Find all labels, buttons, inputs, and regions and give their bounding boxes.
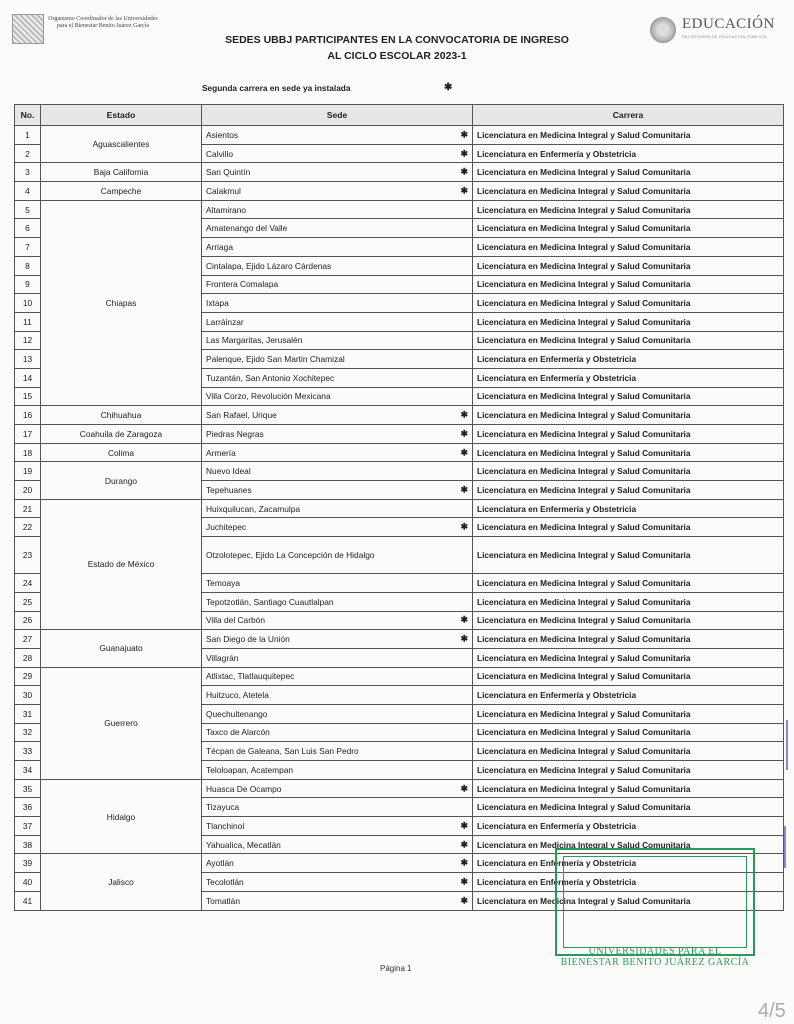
row-number: 2 <box>15 144 41 163</box>
sede-name: Teloloapan, Acatempan <box>206 764 294 775</box>
carrera-cell: Licenciatura en Medicina Integral y Salud Comunitaria <box>473 200 784 219</box>
sede-cell <box>202 368 473 387</box>
sede-name: Tepehuanes <box>206 484 252 495</box>
estado-cell: Chihuahua <box>41 406 202 425</box>
sede-cell <box>202 611 473 630</box>
carrera-cell: Licenciatura en Medicina Integral y Salud Comunitaria <box>473 387 784 406</box>
sede-cell <box>202 219 473 238</box>
row-number: 35 <box>15 779 41 798</box>
second-career-marker: ✱ <box>460 148 468 159</box>
carrera-cell: Licenciatura en Medicina Integral y Salud Comunitaria <box>473 425 784 444</box>
table-row <box>15 425 784 444</box>
row-number: 4 <box>15 182 41 201</box>
sede-cell <box>202 238 473 257</box>
sede-name: Ayotlán <box>206 858 234 869</box>
table-row <box>15 630 784 649</box>
carrera-cell: Licenciatura en Medicina Integral y Salud Comunitaria <box>473 835 784 854</box>
page-title-line1: SEDES UBBJ PARTICIPANTES EN LA CONVOCATORIA DE INGRESO <box>225 34 569 46</box>
carrera-cell: Licenciatura en Enfermería y Obstetricia <box>473 686 784 705</box>
row-number: 22 <box>15 518 41 537</box>
carrera-cell: Licenciatura en Medicina Integral y Salud Comunitaria <box>473 462 784 481</box>
sedes-table <box>14 104 784 911</box>
carrera-cell: Licenciatura en Enfermería y Obstetricia <box>473 144 784 163</box>
sede-name: Atlixtac, Tlatlauquitepec <box>206 671 295 682</box>
carrera-cell: Licenciatura en Medicina Integral y Salud Comunitaria <box>473 443 784 462</box>
page-number: Página 1 <box>380 964 412 973</box>
table-row <box>15 182 784 201</box>
row-number: 10 <box>15 294 41 313</box>
carrera-cell: Licenciatura en Medicina Integral y Salud Comunitaria <box>473 779 784 798</box>
sede-cell <box>202 406 473 425</box>
page-title-line2: AL CICLO ESCOLAR 2023-1 <box>327 50 467 62</box>
carrera-cell: Licenciatura en Enfermería y Obstetricia <box>473 854 784 873</box>
row-number: 13 <box>15 350 41 369</box>
row-number: 26 <box>15 611 41 630</box>
sede-name: Frontera Comalapa <box>206 279 279 290</box>
table-row <box>15 163 784 182</box>
table-row <box>15 443 784 462</box>
second-career-marker: ✱ <box>460 129 468 140</box>
sede-name: Tuzantán, San Antonio Xochitepec <box>206 372 335 383</box>
educacion-wordmark: EDUCACIÓN <box>682 16 775 32</box>
carrera-cell: Licenciatura en Medicina Integral y Salud Comunitaria <box>473 518 784 537</box>
sede-cell <box>202 126 473 145</box>
table-body <box>15 126 784 911</box>
estado-cell: Durango <box>41 462 202 499</box>
sede-name: Calvillo <box>206 148 233 159</box>
carrera-cell: Licenciatura en Enfermería y Obstetricia <box>473 368 784 387</box>
sede-cell <box>202 425 473 444</box>
row-number: 16 <box>15 406 41 425</box>
sede-name: Técpan de Galeana, San Luis San Pedro <box>206 746 359 757</box>
second-career-marker: ✱ <box>460 521 468 532</box>
carrera-cell: Licenciatura en Enfermería y Obstetricia <box>473 873 784 892</box>
sede-cell <box>202 686 473 705</box>
carrera-cell: Licenciatura en Medicina Integral y Salud Comunitaria <box>473 219 784 238</box>
table-row <box>15 462 784 481</box>
estado-cell: Guerrero <box>41 667 202 779</box>
row-number: 18 <box>15 443 41 462</box>
estado-cell: Guanajuato <box>41 630 202 667</box>
row-number: 36 <box>15 798 41 817</box>
sede-name: Yahualica, Mecatlán <box>206 839 281 850</box>
carrera-cell: Licenciatura en Medicina Integral y Salud Comunitaria <box>473 256 784 275</box>
carrera-cell: Licenciatura en Enfermería y Obstetricia <box>473 350 784 369</box>
row-number: 11 <box>15 312 41 331</box>
row-number: 20 <box>15 481 41 500</box>
row-number: 27 <box>15 630 41 649</box>
row-number: 31 <box>15 704 41 723</box>
table-row <box>15 406 784 425</box>
sede-name: Quechultenango <box>206 708 268 719</box>
sede-cell <box>202 200 473 219</box>
row-number: 34 <box>15 761 41 780</box>
row-number: 33 <box>15 742 41 761</box>
sede-name: Tizayuca <box>206 802 240 813</box>
carrera-cell: Licenciatura en Medicina Integral y Salud Comunitaria <box>473 275 784 294</box>
row-number: 28 <box>15 648 41 667</box>
sede-name: Larráinzar <box>206 316 244 327</box>
carrera-cell: Licenciatura en Medicina Integral y Salud Comunitaria <box>473 406 784 425</box>
pen-mark <box>786 720 794 770</box>
row-number: 23 <box>15 537 41 574</box>
sede-cell <box>202 537 473 574</box>
sede-name: San Diego de la Unión <box>206 634 290 645</box>
row-number: 6 <box>15 219 41 238</box>
second-career-marker: ✱ <box>460 428 468 439</box>
table-row <box>15 499 784 518</box>
sede-name: Cintalapa, Ejido Lázaro Cárdenas <box>206 260 332 271</box>
row-number: 3 <box>15 163 41 182</box>
carrera-cell: Licenciatura en Medicina Integral y Salud Comunitaria <box>473 798 784 817</box>
sede-cell <box>202 294 473 313</box>
sede-name: San Quintín <box>206 167 251 178</box>
carrera-cell: Licenciatura en Medicina Integral y Salud Comunitaria <box>473 163 784 182</box>
sede-name: Juchitepec <box>206 522 247 533</box>
estado-cell: Campeche <box>41 182 202 201</box>
sede-name: Taxco de Alarcón <box>206 727 270 738</box>
carrera-cell: Licenciatura en Medicina Integral y Salud Comunitaria <box>473 182 784 201</box>
table-row <box>15 779 784 798</box>
carrera-cell: Licenciatura en Medicina Integral y Salud Comunitaria <box>473 761 784 780</box>
sede-cell <box>202 256 473 275</box>
left-logo-text: Organismo Coordinador de las Universidades para el Bienestar Benito Juárez García <box>48 16 158 29</box>
sede-name: Villa Corzo, Revolución Mexicana <box>206 391 331 402</box>
carrera-cell: Licenciatura en Medicina Integral y Salud Comunitaria <box>473 331 784 350</box>
sede-name: Arriaga <box>206 241 233 252</box>
carrera-cell: Licenciatura en Medicina Integral y Salud Comunitaria <box>473 611 784 630</box>
sede-cell <box>202 518 473 537</box>
carrera-cell: Licenciatura en Medicina Integral y Salud Comunitaria <box>473 312 784 331</box>
sede-name: Huitzuco, Atetela <box>206 690 269 701</box>
educacion-subtext: SECRETARÍA DE EDUCACIÓN PÚBLICA <box>682 34 767 39</box>
carrera-cell: Licenciatura en Medicina Integral y Salud Comunitaria <box>473 126 784 145</box>
second-career-marker: ✱ <box>460 409 468 420</box>
sede-cell <box>202 331 473 350</box>
sede-cell <box>202 648 473 667</box>
corner-page-indicator: 4/5 <box>758 1000 786 1022</box>
estado-cell: Baja California <box>41 163 202 182</box>
sede-cell <box>202 891 473 910</box>
sede-cell <box>202 574 473 593</box>
sede-cell <box>202 854 473 873</box>
sede-cell <box>202 275 473 294</box>
second-career-marker: ✱ <box>460 895 468 906</box>
sede-cell <box>202 312 473 331</box>
sede-name: Palenque, Ejido San Martin Chamizal <box>206 354 345 365</box>
sede-cell <box>202 462 473 481</box>
row-number: 12 <box>15 331 41 350</box>
sede-name: Otzolotepec, Ejido La Concepción de Hidalgo <box>206 550 375 561</box>
carrera-cell: Licenciatura en Medicina Integral y Salud Comunitaria <box>473 667 784 686</box>
table-row <box>15 667 784 686</box>
sede-cell <box>202 387 473 406</box>
carrera-cell: Licenciatura en Medicina Integral y Salud Comunitaria <box>473 630 784 649</box>
sede-cell <box>202 798 473 817</box>
row-number: 1 <box>15 126 41 145</box>
sede-cell <box>202 182 473 201</box>
sede-name: Tomatlán <box>206 895 240 906</box>
header-estado: Estado <box>41 105 202 126</box>
carrera-cell: Licenciatura en Medicina Integral y Salud Comunitaria <box>473 704 784 723</box>
second-career-marker: ✱ <box>460 633 468 644</box>
sede-name: Calakmul <box>206 185 241 196</box>
table-header-row <box>15 105 784 126</box>
row-number: 21 <box>15 499 41 518</box>
sede-cell <box>202 742 473 761</box>
carrera-cell: Licenciatura en Medicina Integral y Salud Comunitaria <box>473 742 784 761</box>
sede-cell <box>202 144 473 163</box>
carrera-cell: Licenciatura en Medicina Integral y Salud Comunitaria <box>473 592 784 611</box>
pen-mark <box>784 826 792 868</box>
sede-name: Tepotzotlán, Santiago Cuautlalpan <box>206 596 334 607</box>
row-number: 30 <box>15 686 41 705</box>
sede-name: Villa del Carbón <box>206 615 265 626</box>
row-number: 24 <box>15 574 41 593</box>
carrera-cell: Licenciatura en Enfermería y Obstetricia <box>473 817 784 836</box>
estado-cell: Chiapas <box>41 200 202 406</box>
carrera-cell: Licenciatura en Medicina Integral y Salud Comunitaria <box>473 481 784 500</box>
second-career-marker: ✱ <box>460 857 468 868</box>
sede-name: Las Margaritas, Jerusalén <box>206 335 303 346</box>
sede-cell <box>202 163 473 182</box>
table-row <box>15 126 784 145</box>
sede-cell <box>202 592 473 611</box>
row-number: 17 <box>15 425 41 444</box>
estado-cell: Coahuila de Zaragoza <box>41 425 202 444</box>
sede-name: Altamirano <box>206 204 247 215</box>
estado-cell: Estado de México <box>41 499 202 629</box>
sede-cell <box>202 499 473 518</box>
carrera-cell: Licenciatura en Enfermería y Obstetricia <box>473 499 784 518</box>
sede-cell <box>202 761 473 780</box>
row-number: 14 <box>15 368 41 387</box>
carrera-cell: Licenciatura en Medicina Integral y Salud Comunitaria <box>473 238 784 257</box>
carrera-cell: Licenciatura en Medicina Integral y Salud Comunitaria <box>473 294 784 313</box>
sede-cell <box>202 667 473 686</box>
sede-cell <box>202 704 473 723</box>
row-number: 9 <box>15 275 41 294</box>
estado-cell: Colima <box>41 443 202 462</box>
second-career-marker: ✱ <box>460 185 468 196</box>
stamp-text: UNIVERSIDADES PARA EL BIENESTAR BENITO JUÁREZ GARCÍA <box>560 946 750 968</box>
second-career-marker: ✱ <box>460 614 468 625</box>
sede-name: Tlanchinol <box>206 820 245 831</box>
sede-name: Ixtapa <box>206 298 229 309</box>
second-career-marker: ✱ <box>460 820 468 831</box>
row-number: 37 <box>15 817 41 836</box>
sede-cell <box>202 817 473 836</box>
row-number: 7 <box>15 238 41 257</box>
row-number: 38 <box>15 835 41 854</box>
estado-cell: Jalisco <box>41 854 202 910</box>
second-career-marker: ✱ <box>460 484 468 495</box>
row-number: 15 <box>15 387 41 406</box>
sede-cell <box>202 723 473 742</box>
sede-name: Huixquilucan, Zacamulpa <box>206 503 301 514</box>
legend-label: Segunda carrera en sede ya instalada <box>202 83 351 93</box>
row-number: 29 <box>15 667 41 686</box>
row-number: 8 <box>15 256 41 275</box>
sede-name: Amatenango del Valle <box>206 223 288 234</box>
second-career-marker: ✱ <box>460 783 468 794</box>
row-number: 40 <box>15 873 41 892</box>
second-career-marker: ✱ <box>460 876 468 887</box>
sede-cell <box>202 873 473 892</box>
header-sede: Sede <box>202 105 473 126</box>
sede-name: Armería <box>206 447 236 458</box>
estado-cell: Aguascalientes <box>41 126 202 163</box>
header-no: No. <box>15 105 41 126</box>
estado-cell: Hidalgo <box>41 779 202 854</box>
carrera-cell: Licenciatura en Medicina Integral y Salud Comunitaria <box>473 891 784 910</box>
carrera-cell: Licenciatura en Medicina Integral y Salud Comunitaria <box>473 537 784 574</box>
sede-cell <box>202 630 473 649</box>
sede-name: Piedras Negras <box>206 428 264 439</box>
sede-name: Huasca De Ocampo <box>206 783 282 794</box>
second-career-marker: ✱ <box>460 447 468 458</box>
row-number: 25 <box>15 592 41 611</box>
row-number: 41 <box>15 891 41 910</box>
sede-name: Villagrán <box>206 652 239 663</box>
sede-name: Tecolotlán <box>206 876 244 887</box>
sede-cell <box>202 350 473 369</box>
header-carrera: Carrera <box>473 105 784 126</box>
carrera-cell: Licenciatura en Medicina Integral y Salud Comunitaria <box>473 723 784 742</box>
sede-cell <box>202 835 473 854</box>
carrera-cell: Licenciatura en Medicina Integral y Salud Comunitaria <box>473 648 784 667</box>
sede-name: San Rafael, Urique <box>206 410 277 421</box>
sede-name: Asientos <box>206 129 239 140</box>
sede-name: Temoaya <box>206 577 240 588</box>
sede-cell <box>202 779 473 798</box>
legend-marker: ✱ <box>444 82 453 93</box>
sede-name: Nuevo Ideal <box>206 466 251 477</box>
row-number: 32 <box>15 723 41 742</box>
university-stamp <box>555 848 755 956</box>
table-row <box>15 200 784 219</box>
row-number: 19 <box>15 462 41 481</box>
second-career-marker: ✱ <box>460 166 468 177</box>
carrera-cell: Licenciatura en Medicina Integral y Salud Comunitaria <box>473 574 784 593</box>
sede-cell <box>202 481 473 500</box>
row-number: 5 <box>15 200 41 219</box>
second-career-marker: ✱ <box>460 839 468 850</box>
sede-cell <box>202 443 473 462</box>
row-number: 39 <box>15 854 41 873</box>
